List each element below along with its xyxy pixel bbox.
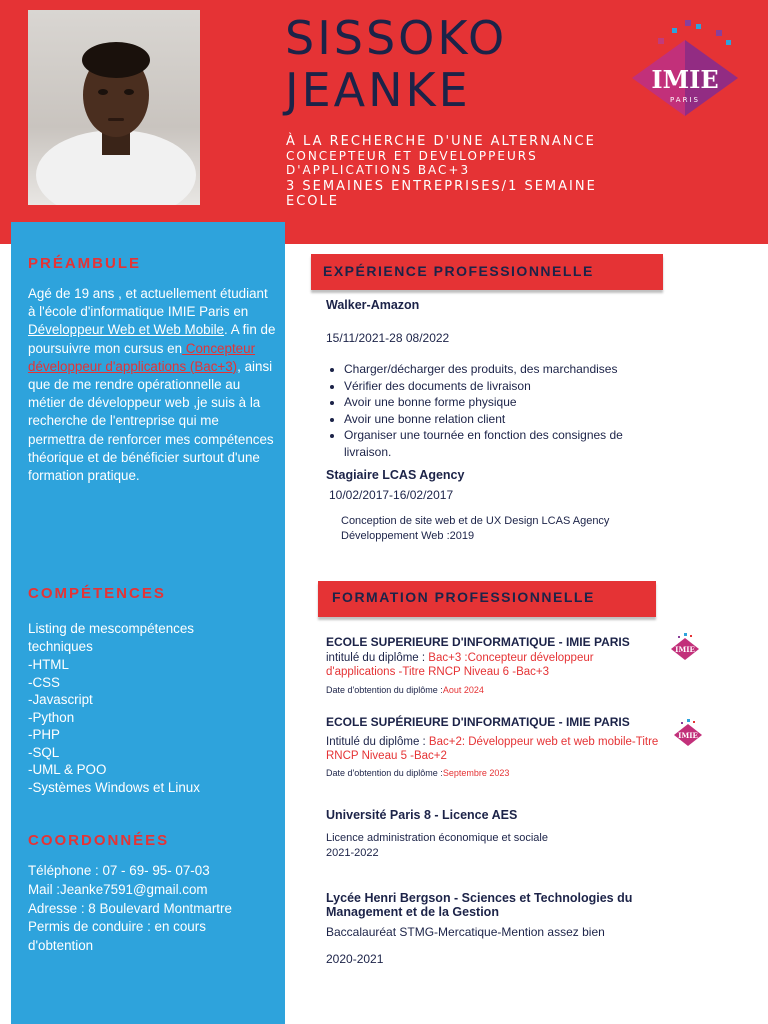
formation-2 bbox=[326, 715, 666, 778]
skill-item: -HTML bbox=[28, 657, 69, 672]
job2-dates: 10/02/2017-16/02/2017 bbox=[329, 488, 454, 502]
competences-intro: Listing de mescompétences techniques bbox=[28, 621, 194, 654]
imie-logo bbox=[628, 16, 743, 126]
phone-text: Téléphone : 07 - 69- 95- 07-03 bbox=[28, 863, 210, 878]
preambule-link1[interactable]: Développeur Web et Web Mobile bbox=[28, 322, 225, 338]
job2-company: Stagiaire LCAS Agency bbox=[326, 468, 465, 482]
competences-list bbox=[28, 620, 278, 796]
permis-text: Permis de conduire : en cours d'obtention bbox=[28, 919, 206, 954]
coordonnees-block bbox=[28, 862, 258, 956]
f1-label: intitulé du diplôme : bbox=[326, 652, 429, 664]
logo-text: IMIE bbox=[651, 65, 719, 94]
candidate-name bbox=[285, 12, 507, 116]
subtitle-line2: CONCEPTEUR ET DEVELOPPEURS bbox=[286, 149, 538, 163]
skill-item: -Javascript bbox=[28, 692, 93, 707]
formation-3 bbox=[326, 831, 548, 861]
name-line2: JEANKE bbox=[285, 63, 471, 117]
skill-item: -UML & POO bbox=[28, 762, 107, 777]
task-item: • Charger/décharger des produits, des marchandises bbox=[344, 361, 671, 378]
formation-1 bbox=[326, 635, 666, 695]
competences-title: COMPÉTENCES bbox=[28, 585, 166, 602]
experience-title: EXPÉRIENCE PROFESSIONNELLE bbox=[311, 254, 663, 290]
logo-sub: PARIS bbox=[670, 96, 700, 104]
name-line1: SISSOKO bbox=[285, 11, 508, 65]
job2-desc1: Conception de site web et de UX Design LCAS Agency bbox=[341, 515, 610, 527]
job1-tasks bbox=[326, 361, 671, 460]
f1-date bbox=[326, 685, 666, 695]
f1-school: ECOLE SUPERIEURE D'INFORMATIQUE - IMIE PARIS bbox=[326, 635, 630, 649]
preambule-part2: . A fin de poursuivre mon cursus en bbox=[28, 322, 276, 356]
subtitle-line1: À LA RECHERCHE D'UNE ALTERNANCE bbox=[286, 134, 596, 149]
f3-desc: Licence administration économique et sociale bbox=[326, 832, 548, 844]
f1-date-value: Aout 2024 bbox=[442, 685, 484, 695]
task-item: • Avoir une bonne forme physique bbox=[344, 394, 671, 411]
f2-date-value: Septembre 2023 bbox=[442, 768, 510, 778]
mail-text[interactable]: Mail :Jeanke7591@gmail.com bbox=[28, 881, 208, 897]
f2-diploma-value: Bac+2: Développeur web et web mobile-Titre RNCP Niveau 5 -Bac+2 bbox=[326, 736, 659, 762]
f3-school: Université Paris 8 - Licence AES bbox=[326, 808, 518, 822]
preambule-part3: , ainsi que de me rendre opérationnelle au métier de développeur web ,je suis à la recherche de l'entreprise qui me permettra de renforcer mes compétences théorique et de bénéficier surtout d'une formation pratique. bbox=[28, 358, 274, 484]
f2-date bbox=[326, 768, 666, 778]
f4-school: Lycée Henri Bergson - Sciences et Technologies du Management et de la Gestion bbox=[326, 891, 633, 919]
preambule-text bbox=[28, 285, 278, 485]
f4-years: 2020-2021 bbox=[326, 952, 384, 966]
skill-item: -Python bbox=[28, 709, 75, 725]
mini-logo-text: IMIE bbox=[678, 731, 698, 740]
f1-diploma-value: Bac+3 :Concepteur développeur d'applications -Titre RNCP Niveau 6 -Bac+3 bbox=[326, 652, 594, 678]
preambule-link2[interactable]: Concepteur développeur d'applications (Bac+3) bbox=[28, 340, 256, 374]
f2-date-label: Date d'obtention du diplôme : bbox=[326, 768, 443, 778]
f3-years: 2021-2022 bbox=[326, 847, 379, 859]
skill-item: -PHP bbox=[28, 727, 60, 742]
f2-school: ECOLE SUPÉRIEURE D'INFORMATIQUE - IMIE PARIS bbox=[326, 715, 630, 729]
f1-date-label: Date d'obtention du diplôme : bbox=[326, 685, 443, 695]
f2-label: Intitulé du diplôme : bbox=[326, 736, 429, 748]
job2-desc bbox=[341, 514, 609, 544]
f2-diploma bbox=[326, 735, 666, 763]
task-item: • Avoir une bonne relation client bbox=[344, 411, 671, 428]
skill-item: -SQL bbox=[28, 744, 60, 760]
preambule-part1: Agé de 19 ans , et actuellement étudiant à l'école d'informatique IMIE Paris en bbox=[28, 286, 268, 320]
preambule-title: PRÉAMBULE bbox=[28, 255, 142, 272]
job2-desc2: Développement Web :2019 bbox=[341, 530, 475, 542]
imie-mini-logo bbox=[673, 718, 703, 748]
formation-title: FORMATION PROFESSIONNELLE bbox=[318, 581, 656, 617]
mini-logo-text: IMIE bbox=[675, 645, 695, 654]
f1-diploma bbox=[326, 651, 666, 679]
address-text: Adresse : 8 Boulevard Montmartre bbox=[28, 900, 232, 916]
skill-item: -Systèmes Windows et Linux bbox=[28, 779, 200, 795]
profile-photo bbox=[28, 10, 200, 205]
skill-item: -CSS bbox=[28, 674, 60, 690]
subtitle-line5: ECOLE bbox=[286, 194, 339, 209]
job1-company: Walker-Amazon bbox=[326, 298, 420, 312]
f4-desc: Baccalauréat STMG-Mercatique-Mention assez bien bbox=[326, 925, 605, 939]
task-item: • Vérifier des documents de livraison bbox=[344, 378, 671, 395]
coordonnees-title: COORDONNÉES bbox=[28, 832, 170, 849]
imie-mini-logo bbox=[670, 632, 700, 662]
subtitle-line4: 3 SEMAINES ENTREPRISES/1 SEMAINE bbox=[286, 179, 597, 194]
subtitle-line3: D'APPLICATIONS BAC+3 bbox=[286, 163, 471, 177]
task-item: • Organiser une tournée en fonction des consignes de livraison. bbox=[344, 427, 671, 460]
job1-dates: 15/11/2021-28 08/2022 bbox=[326, 331, 450, 345]
